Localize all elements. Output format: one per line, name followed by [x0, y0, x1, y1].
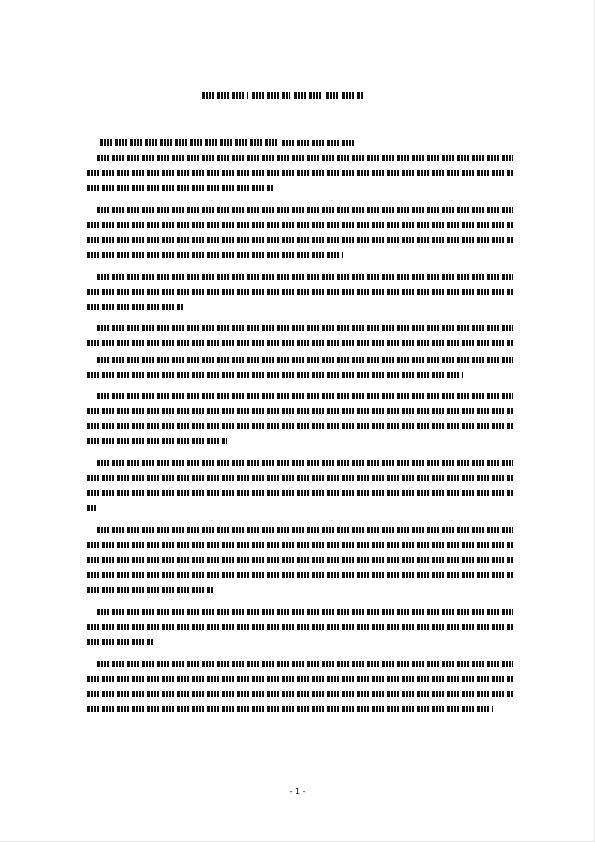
page-number: - 1 -	[289, 787, 306, 796]
